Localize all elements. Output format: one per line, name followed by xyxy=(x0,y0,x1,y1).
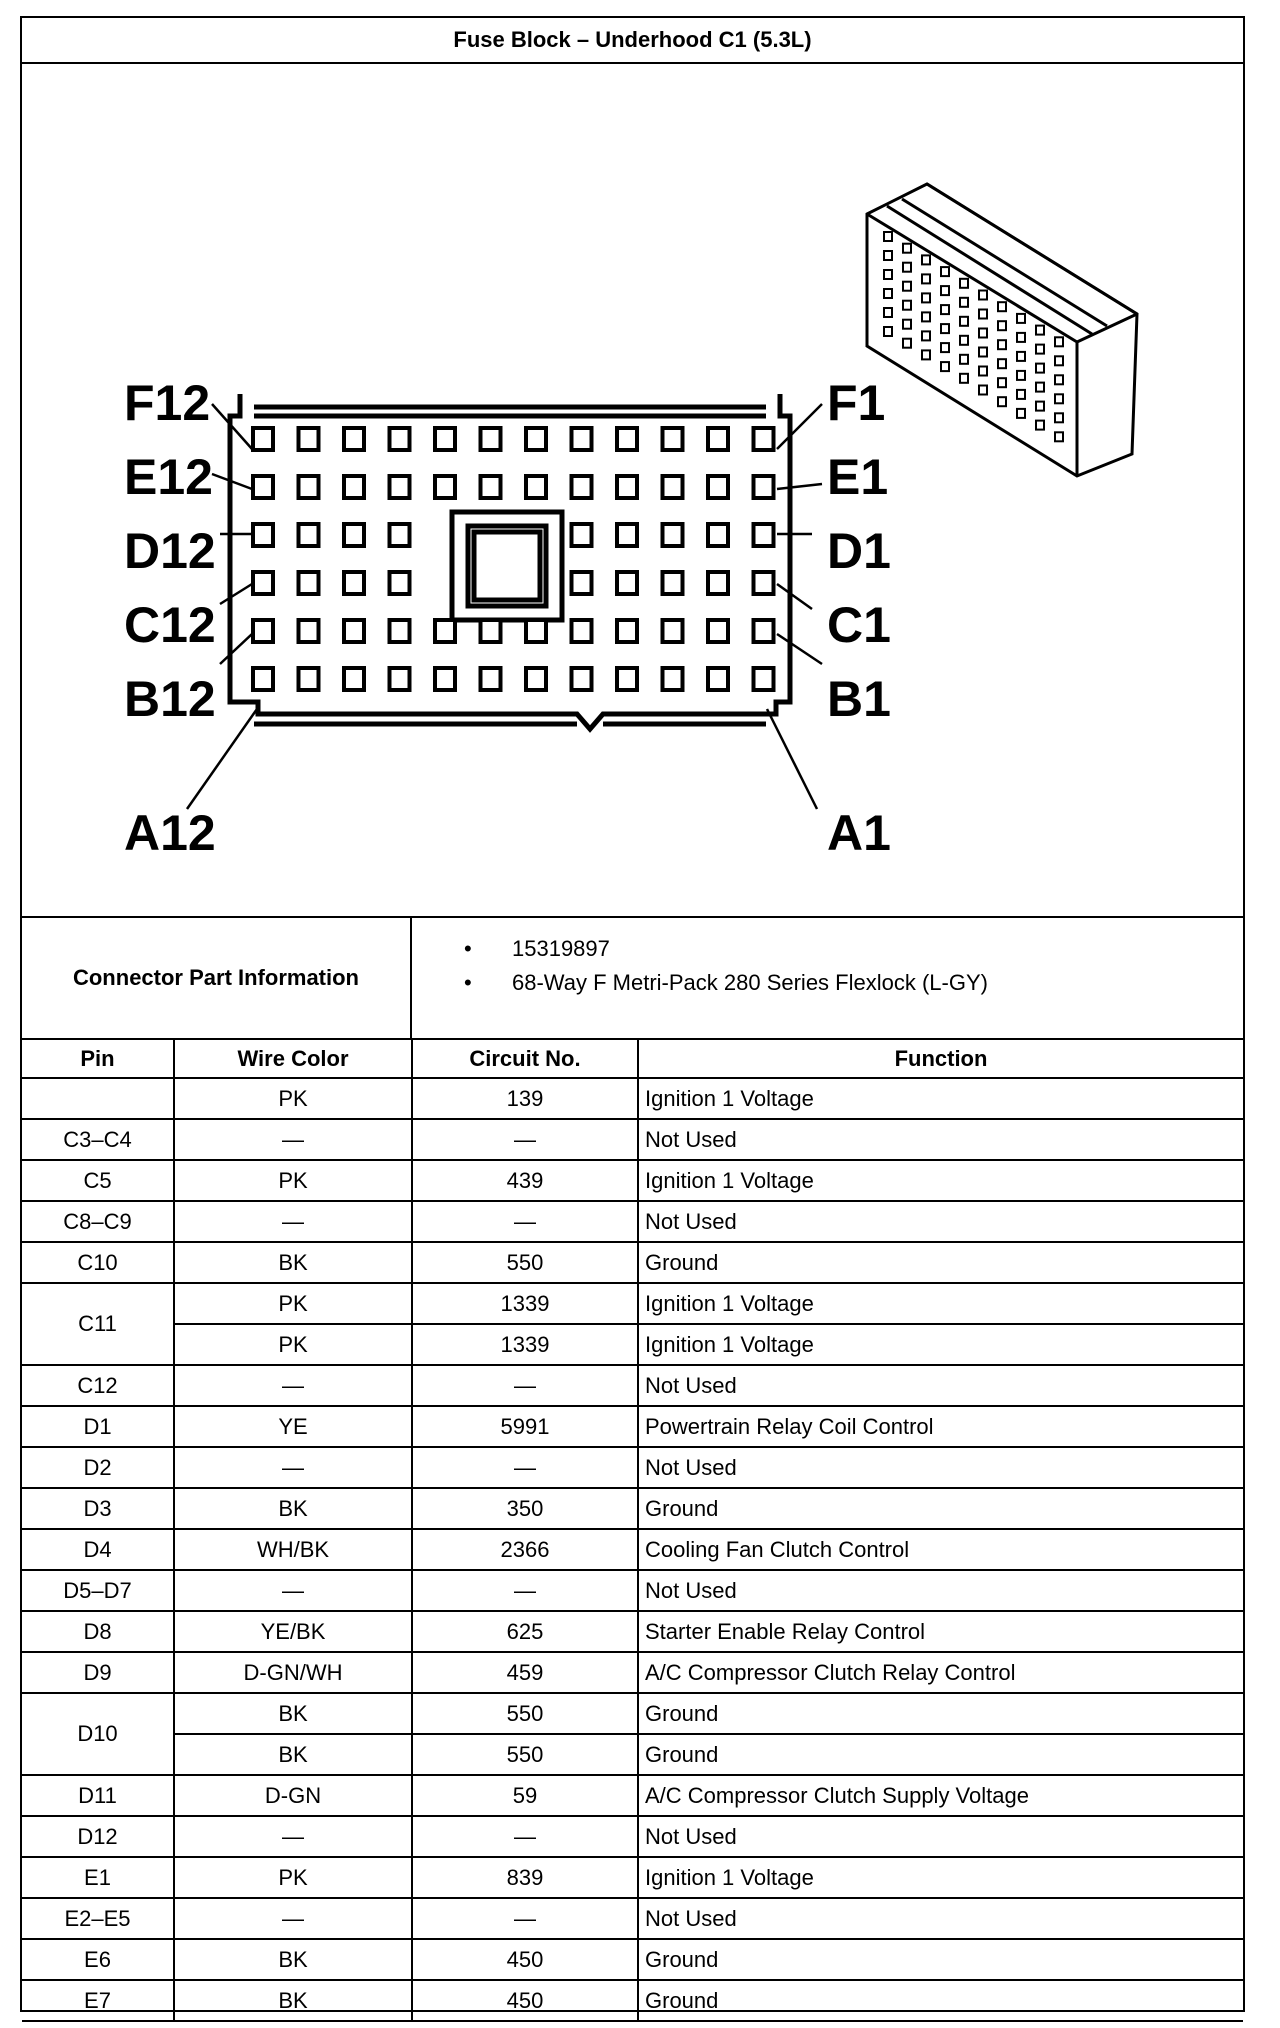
pin-cavity xyxy=(390,668,410,690)
pin-cavity xyxy=(344,524,364,546)
pin-cavity xyxy=(708,620,728,642)
cell-pin: D8 xyxy=(22,1611,174,1652)
cell-circuit-no: — xyxy=(412,1365,638,1406)
label-a12: A12 xyxy=(124,805,216,861)
cell-function: Not Used xyxy=(638,1570,1243,1611)
cell-circuit-no: — xyxy=(412,1816,638,1857)
table-row xyxy=(22,1816,1243,1857)
label-d12: D12 xyxy=(124,523,216,579)
cell-function: Not Used xyxy=(638,1898,1243,1939)
table-row xyxy=(22,1488,1243,1529)
cell-wire-color: BK xyxy=(174,1980,412,2021)
pin-cavity xyxy=(253,572,273,594)
cell-function: Ground xyxy=(638,1734,1243,1775)
label-b1: B1 xyxy=(827,671,891,727)
pin-cavity xyxy=(572,620,592,642)
table-header-row xyxy=(22,1040,1243,1078)
pin-cavity xyxy=(299,620,319,642)
connector-diagram xyxy=(22,64,1243,918)
pin-cavity xyxy=(617,524,637,546)
cell-function: Not Used xyxy=(638,1816,1243,1857)
pin-cavity xyxy=(663,668,683,690)
cell-function: Ground xyxy=(638,1242,1243,1283)
connector-isometric-sketch xyxy=(867,184,1137,476)
cell-wire-color: BK xyxy=(174,1242,412,1283)
pin-cavity xyxy=(708,476,728,498)
cell-wire-color: — xyxy=(174,1570,412,1611)
cell-wire-color: — xyxy=(174,1365,412,1406)
page-title: Fuse Block – Underhood C1 (5.3L) xyxy=(22,18,1243,64)
cell-function: Starter Enable Relay Control xyxy=(638,1611,1243,1652)
table-row xyxy=(22,1980,1243,2021)
table-row xyxy=(22,1652,1243,1693)
cell-wire-color: YE/BK xyxy=(174,1611,412,1652)
pin-cavity xyxy=(253,620,273,642)
part-number: • 15319897 xyxy=(512,932,1243,966)
header-wire-color: Wire Color xyxy=(174,1040,412,1078)
pin-cavity xyxy=(435,428,455,450)
pin-cavity xyxy=(617,620,637,642)
cell-function: A/C Compressor Clutch Relay Control xyxy=(638,1652,1243,1693)
cell-wire-color: BK xyxy=(174,1488,412,1529)
cell-wire-color: PK xyxy=(174,1160,412,1201)
label-d1: D1 xyxy=(827,523,891,579)
cell-circuit-no: — xyxy=(412,1119,638,1160)
cell-circuit-no: 450 xyxy=(412,1939,638,1980)
pin-cavity xyxy=(299,572,319,594)
label-e1: E1 xyxy=(827,449,889,505)
table-row xyxy=(22,1734,1243,1775)
cell-pin: D2 xyxy=(22,1447,174,1488)
label-e12: E12 xyxy=(124,449,213,505)
cell-wire-color: PK xyxy=(174,1283,412,1324)
pin-cavity xyxy=(253,524,273,546)
cell-function: Ground xyxy=(638,1488,1243,1529)
pin-cavity xyxy=(435,476,455,498)
cell-wire-color: PK xyxy=(174,1857,412,1898)
pin-cavity xyxy=(390,428,410,450)
cell-pin: D5–D7 xyxy=(22,1570,174,1611)
pin-cavity xyxy=(253,476,273,498)
header-circuit-no: Circuit No. xyxy=(412,1040,638,1078)
cell-circuit-no: 839 xyxy=(412,1857,638,1898)
table-row xyxy=(22,1447,1243,1488)
cell-wire-color: WH/BK xyxy=(174,1529,412,1570)
cell-function: Cooling Fan Clutch Control xyxy=(638,1529,1243,1570)
pin-cavity xyxy=(617,668,637,690)
pin-cavity xyxy=(526,620,546,642)
cell-pin: C11 xyxy=(22,1283,174,1365)
cell-pin: C10 xyxy=(22,1242,174,1283)
pin-cavity xyxy=(572,524,592,546)
cell-function: Ground xyxy=(638,1980,1243,2021)
cell-function: Not Used xyxy=(638,1201,1243,1242)
pin-cavity xyxy=(708,428,728,450)
cell-circuit-no: 1339 xyxy=(412,1283,638,1324)
cell-wire-color: D-GN/WH xyxy=(174,1652,412,1693)
pin-cavity xyxy=(708,572,728,594)
header-function: Function xyxy=(638,1040,1243,1078)
pin-cavity xyxy=(390,524,410,546)
pin-cavity xyxy=(754,476,774,498)
header-pin: Pin xyxy=(22,1040,174,1078)
pin-cavity xyxy=(663,428,683,450)
pin-cavity-grid xyxy=(253,428,774,690)
pin-cavity xyxy=(299,476,319,498)
pin-cavity xyxy=(299,524,319,546)
cell-circuit-no: — xyxy=(412,1898,638,1939)
cell-circuit-no: 625 xyxy=(412,1611,638,1652)
table-row xyxy=(22,1201,1243,1242)
cell-wire-color: — xyxy=(174,1119,412,1160)
cell-circuit-no: 5991 xyxy=(412,1406,638,1447)
pin-cavity xyxy=(435,668,455,690)
pin-cavity xyxy=(435,620,455,642)
pin-cavity xyxy=(344,428,364,450)
cell-function: Ignition 1 Voltage xyxy=(638,1283,1243,1324)
cell-circuit-no: — xyxy=(412,1447,638,1488)
pin-cavity xyxy=(663,476,683,498)
cell-wire-color: PK xyxy=(174,1324,412,1365)
pin-cavity xyxy=(617,572,637,594)
pin-cavity xyxy=(754,668,774,690)
pin-cavity xyxy=(617,428,637,450)
cell-pin: C3–C4 xyxy=(22,1119,174,1160)
cell-pin: D4 xyxy=(22,1529,174,1570)
label-f12: F12 xyxy=(124,375,211,431)
cell-circuit-no: — xyxy=(412,1201,638,1242)
pin-cavity xyxy=(299,668,319,690)
pin-cavity xyxy=(344,572,364,594)
pin-cavity xyxy=(572,572,592,594)
table-row xyxy=(22,1939,1243,1980)
cell-pin: D10 xyxy=(22,1693,174,1775)
cell-circuit-no: 439 xyxy=(412,1160,638,1201)
label-f1: F1 xyxy=(827,375,886,431)
pin-cavity xyxy=(708,668,728,690)
cell-pin: E2–E5 xyxy=(22,1898,174,1939)
cell-function: Not Used xyxy=(638,1365,1243,1406)
cell-circuit-no: 2366 xyxy=(412,1529,638,1570)
pin-cavity xyxy=(526,668,546,690)
cell-pin xyxy=(22,1078,174,1119)
label-c1: C1 xyxy=(827,597,891,653)
cell-wire-color: BK xyxy=(174,1939,412,1980)
pin-cavity xyxy=(481,428,501,450)
cell-wire-color: YE xyxy=(174,1406,412,1447)
table-row xyxy=(22,1242,1243,1283)
cell-circuit-no: 350 xyxy=(412,1488,638,1529)
cell-circuit-no: 1339 xyxy=(412,1324,638,1365)
pinout-table xyxy=(22,1040,1243,2022)
pin-cavity xyxy=(754,428,774,450)
cell-circuit-no: 550 xyxy=(412,1242,638,1283)
table-row xyxy=(22,1324,1243,1365)
table-row xyxy=(22,1078,1243,1119)
pin-cavity xyxy=(390,476,410,498)
cell-function: Ignition 1 Voltage xyxy=(638,1324,1243,1365)
connector-part-info xyxy=(22,918,1243,1040)
cell-pin: D1 xyxy=(22,1406,174,1447)
cell-pin: D3 xyxy=(22,1488,174,1529)
cell-wire-color: D-GN xyxy=(174,1775,412,1816)
pin-cavity xyxy=(708,524,728,546)
table-row xyxy=(22,1898,1243,1939)
pin-cavity xyxy=(481,668,501,690)
table-row xyxy=(22,1775,1243,1816)
table-row xyxy=(22,1529,1243,1570)
table-row xyxy=(22,1570,1243,1611)
label-c12: C12 xyxy=(124,597,216,653)
pin-cavity xyxy=(526,428,546,450)
cell-pin: E6 xyxy=(22,1939,174,1980)
cell-wire-color: — xyxy=(174,1201,412,1242)
cell-wire-color: BK xyxy=(174,1734,412,1775)
pin-cavity xyxy=(663,620,683,642)
cell-function: Ignition 1 Voltage xyxy=(638,1160,1243,1201)
table-row xyxy=(22,1857,1243,1898)
cell-function: Ignition 1 Voltage xyxy=(638,1857,1243,1898)
pin-cavity xyxy=(754,524,774,546)
pin-cavity xyxy=(481,476,501,498)
pin-cavity xyxy=(299,428,319,450)
pin-cavity xyxy=(572,476,592,498)
table-row xyxy=(22,1406,1243,1447)
cell-circuit-no: 550 xyxy=(412,1734,638,1775)
pin-cavity xyxy=(526,476,546,498)
connector-description: • 68-Way F Metri-Pack 280 Series Flexlock (L-GY) xyxy=(512,966,1243,1000)
cell-circuit-no: 550 xyxy=(412,1693,638,1734)
cell-wire-color: — xyxy=(174,1816,412,1857)
cell-pin: E1 xyxy=(22,1857,174,1898)
cell-wire-color: PK xyxy=(174,1078,412,1119)
label-a1: A1 xyxy=(827,805,891,861)
label-b12: B12 xyxy=(124,671,216,727)
cell-function: A/C Compressor Clutch Supply Voltage xyxy=(638,1775,1243,1816)
pin-cavity xyxy=(344,476,364,498)
cell-circuit-no: — xyxy=(412,1570,638,1611)
connector-sheet xyxy=(20,16,1245,2012)
pin-cavity xyxy=(572,668,592,690)
cell-pin: C12 xyxy=(22,1365,174,1406)
cell-function: Powertrain Relay Coil Control xyxy=(638,1406,1243,1447)
cell-wire-color: — xyxy=(174,1898,412,1939)
pin-cavity xyxy=(754,620,774,642)
table-row xyxy=(22,1160,1243,1201)
cell-circuit-no: 459 xyxy=(412,1652,638,1693)
connector-face-drawing xyxy=(22,64,1243,916)
pin-cavity xyxy=(481,620,501,642)
cell-function: Ground xyxy=(638,1939,1243,1980)
pin-cavity xyxy=(344,668,364,690)
table-row xyxy=(22,1693,1243,1734)
table-row xyxy=(22,1283,1243,1324)
pin-cavity xyxy=(390,620,410,642)
cell-pin: E7 xyxy=(22,1980,174,2021)
pin-cavity xyxy=(253,668,273,690)
cell-circuit-no: 139 xyxy=(412,1078,638,1119)
connector-part-info-list xyxy=(412,918,1243,1038)
cell-pin: D11 xyxy=(22,1775,174,1816)
pin-cavity xyxy=(663,572,683,594)
pin-cavity xyxy=(344,620,364,642)
cell-wire-color: BK xyxy=(174,1693,412,1734)
cell-function: Ground xyxy=(638,1693,1243,1734)
cell-pin: C8–C9 xyxy=(22,1201,174,1242)
cell-function: Ignition 1 Voltage xyxy=(638,1078,1243,1119)
pin-cavity xyxy=(663,524,683,546)
connector-part-info-label: Connector Part Information xyxy=(22,918,412,1038)
cell-wire-color: — xyxy=(174,1447,412,1488)
cell-pin: C5 xyxy=(22,1160,174,1201)
pin-cavity xyxy=(390,572,410,594)
table-row xyxy=(22,1365,1243,1406)
cell-pin: D9 xyxy=(22,1652,174,1693)
cell-pin: D12 xyxy=(22,1816,174,1857)
table-row xyxy=(22,1611,1243,1652)
pin-cavity xyxy=(253,428,273,450)
cell-circuit-no: 450 xyxy=(412,1980,638,2021)
table-row xyxy=(22,1119,1243,1160)
cell-function: Not Used xyxy=(638,1447,1243,1488)
pin-cavity xyxy=(754,572,774,594)
cell-circuit-no: 59 xyxy=(412,1775,638,1816)
pin-cavity xyxy=(572,428,592,450)
pin-cavity xyxy=(617,476,637,498)
cell-function: Not Used xyxy=(638,1119,1243,1160)
